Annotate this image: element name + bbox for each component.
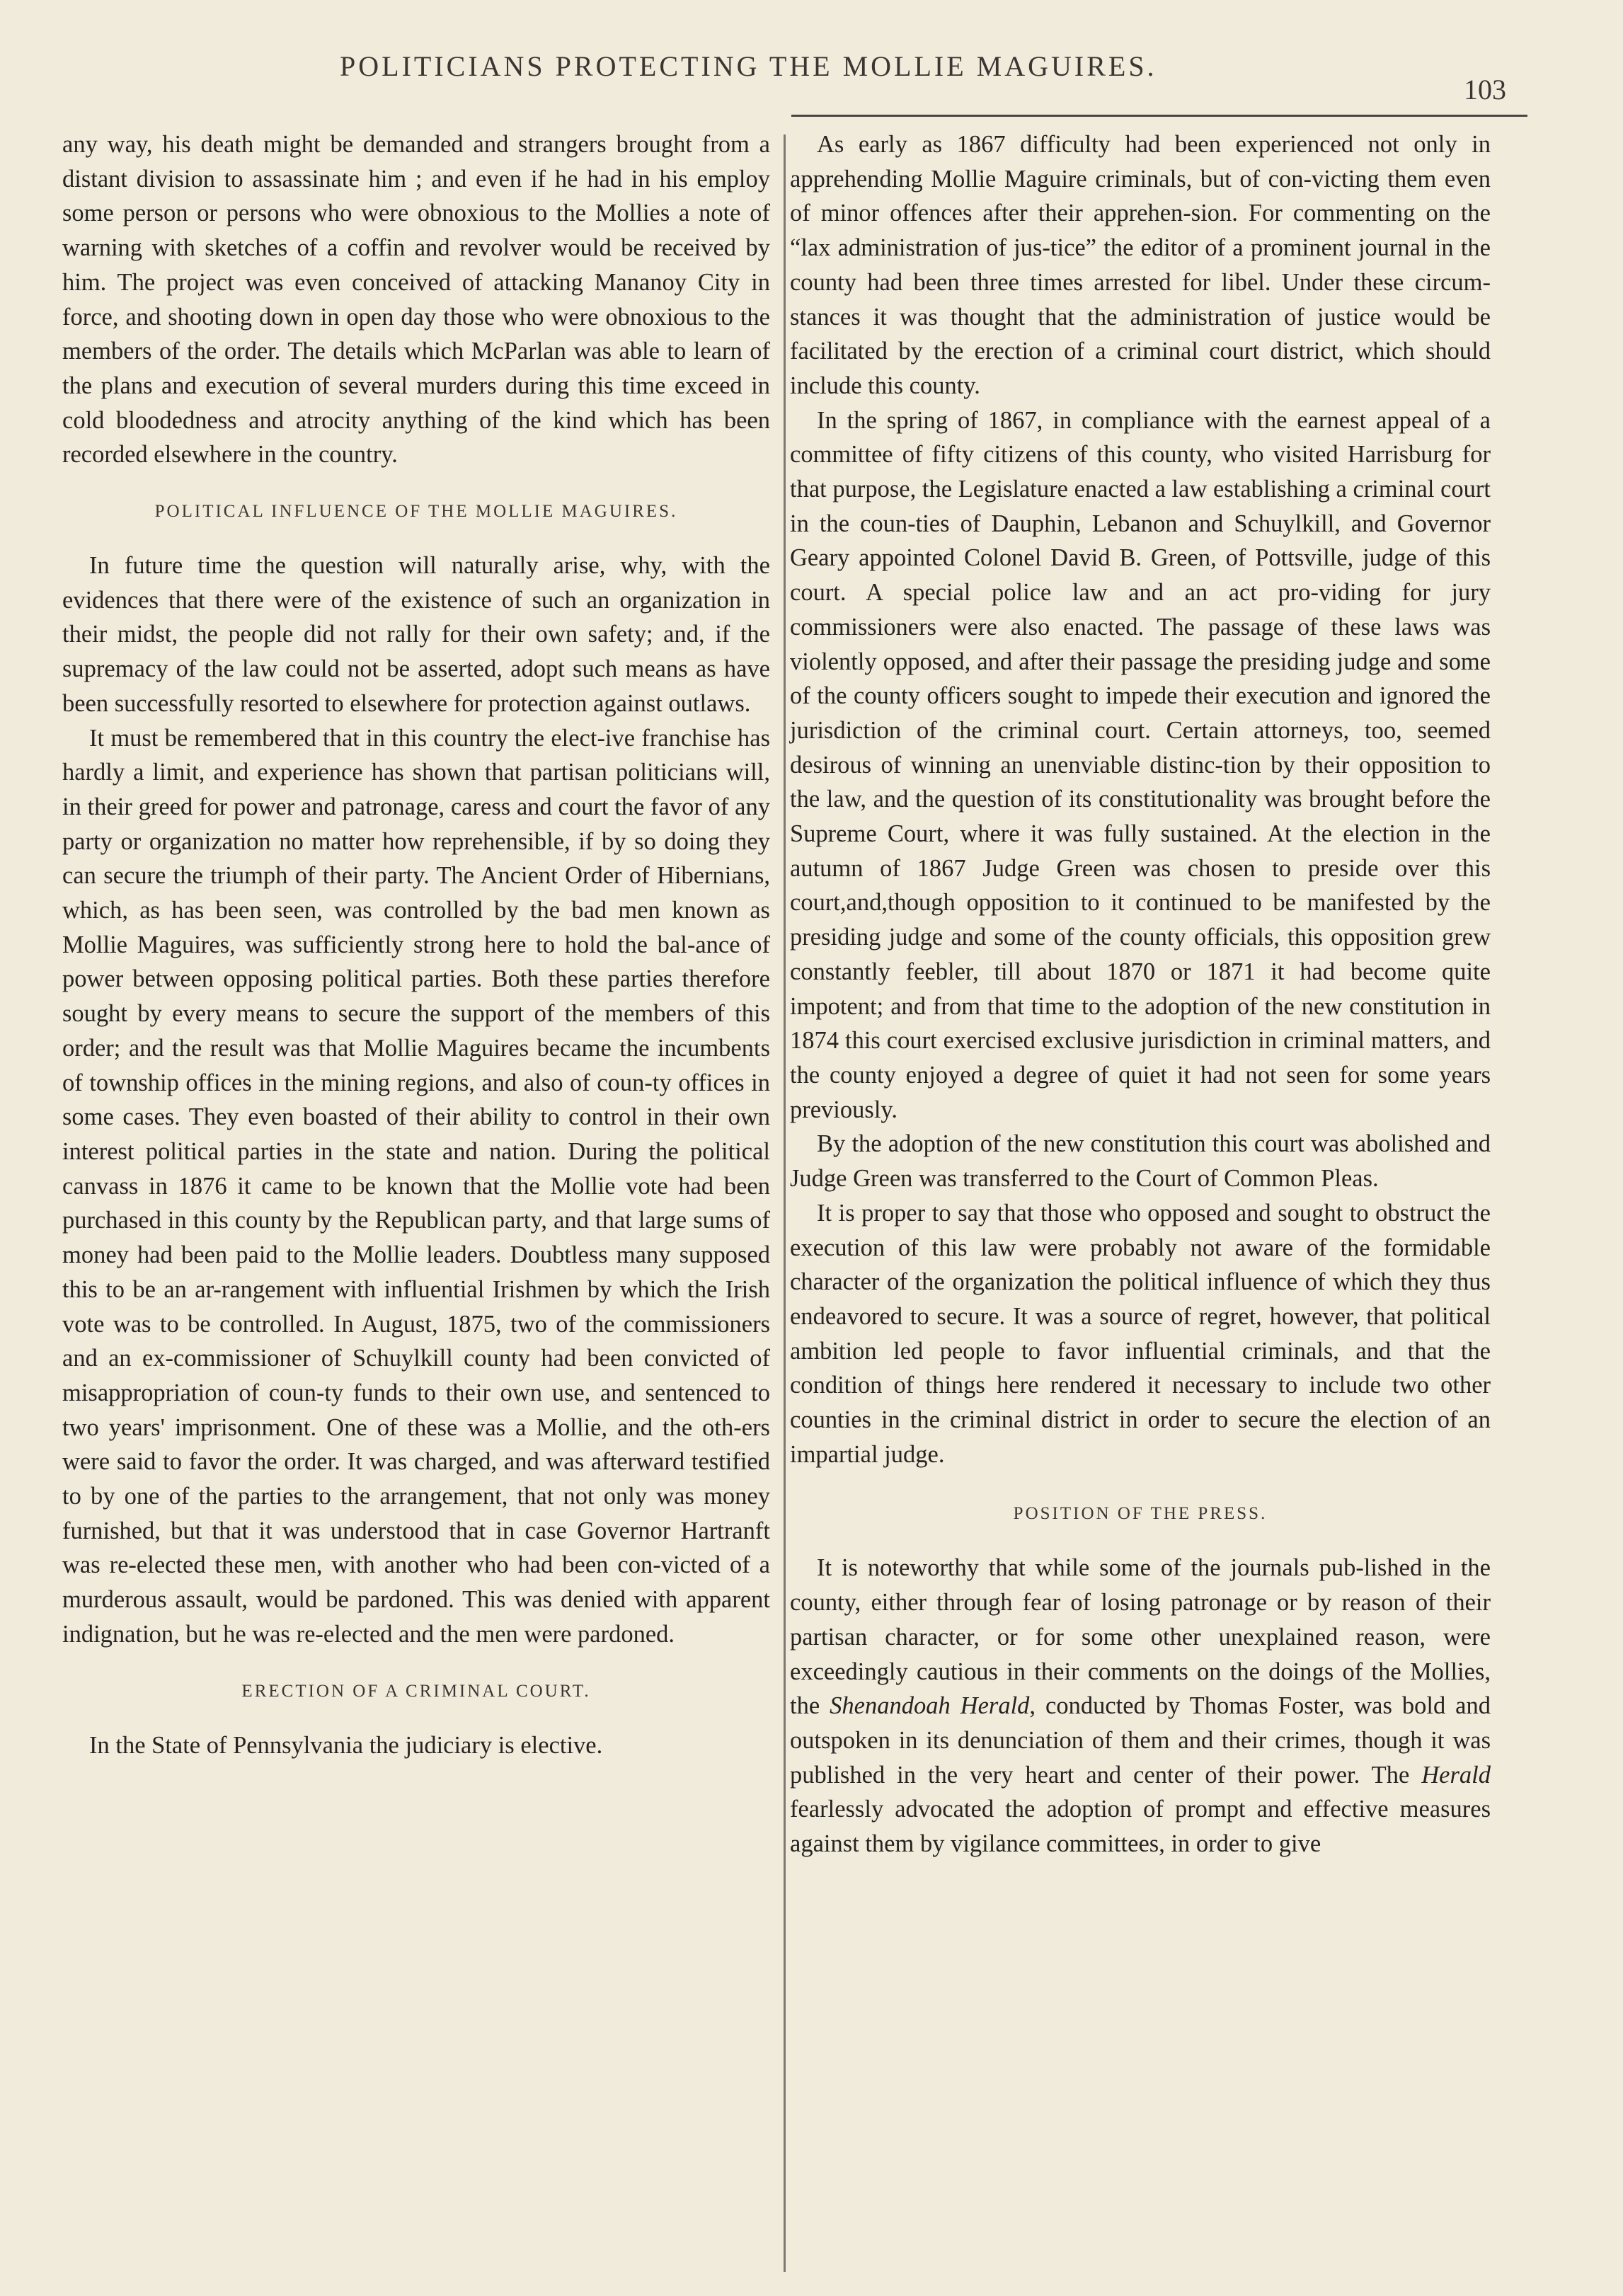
- press-paper-name: Shenandoah Herald: [830, 1692, 1030, 1720]
- left-column: [62, 127, 770, 1762]
- page-number: 103: [1464, 74, 1506, 105]
- paragraph-press: [790, 1551, 1491, 1861]
- paragraph-future: In future time the question will naturally arise, why, with the evidences that there were of the existence of such an organization in their midst, the people did not rally for their own safety; and, if the supremacy of the law could not be asserted, adopt such means as have been successfully resorted to elsewhere for protection against outlaws.: [62, 552, 770, 717]
- right-column: [790, 127, 1491, 1861]
- press-paper-short: Herald: [1421, 1761, 1491, 1789]
- heading-criminal-court: ERECTION OF A CRIMINAL COURT.: [241, 1681, 591, 1701]
- paragraph-spring: In the spring of 1867, in compliance with the earnest appeal of a committee of fifty citizens of this county, who visited Harrisburg for that purpose, the Legislature enacted a law establishing a criminal court in the coun-ties of Dauphin, Lebanon and Schuylkill, and Governor Geary appointed Colonel David B. Green, of Pottsville, judge of this court. A special police law and an act pro-viding for jury commissioners were also enacted. The passage of these laws was violently opposed, and after their passage the presiding judge and some of the county officers sought to impede their execution and ignored the jurisdiction of the criminal court. Certain attorneys, too, seemed desirous of winning an unenviable distinc-tion by their opposition to the law, and the question of its constitutionality was brought before the Supreme Court, where it was fully sustained. At the election in the autumn of 1867 Judge Green was chosen to preside over this court,and,though opposition to it continued to be manifested by the presiding judge and some of the county officials, this opposition grew constantly feebler, till about 1870 or 1871 it had become quite impotent; and from that time to the adoption of the new constitution in 1874 this court exercised exclusive jurisdiction in criminal matters, and the county enjoyed a degree of quiet it had not seen for some years previously.: [790, 406, 1491, 1123]
- column-divider: [784, 134, 786, 2272]
- paragraph-remember: It must be remembered that in this country the elect-ive franchise has hardly a limit, and experience has shown that partisan politicians will, in their greed for power and patronage, caress and court the favor of any party or organization no matter how reprehensible, if by so doing they can secure the triumph of their party. The Ancient Order of Hibernians, which, as has been seen, was controlled by the bad men known as Mollie Maguires, was sufficiently strong here to hold the bal-ance of power between opposing political parties. Both these parties therefore sought by every means to secure the support of the members of this order; and the result was that Mollie Maguires became the incumbents of township offices in the mining regions, and also of coun-ty offices in some cases. They even boasted of their ability to control in their own interest political parties in the state and nation. During the political canvass in 1876 it came to be known that the Mollie vote had been purchased in this county by the Republican party, and that large sums of money had been paid to the Mollie leaders. Doubtless many supposed this to be an ar-rangement with influential Irishmen by which the Irish vote was to be controlled. In August, 1875, two of the commissioners and an ex-commissioner of Schuylkill county had been convicted of misappropriation of coun-ty funds to their own use, and sentenced to two years' imprisonment. One of these was a Mollie, and the oth-ers were said to favor the order. It was charged, and was afterward testified to by one of the parties to the arrangement, that not only was money furnished, but that it was understood that in case Governor Hartranft was re-elected these men, with another who had been con-victed of a murderous assault, would be pardoned. This was denied with apparent indignation, but he was re-elected and the men were pardoned.: [62, 724, 770, 1648]
- paragraph-proper: It is proper to say that those who opposed and sought to obstruct the execution of this law were probably not aware of the formidable character of the organization the political influence of which they thus endeavored to secure. It was a source of regret, however, that political ambition led people to favor influential criminals, and that the condition of things here rendered it necessary to include two other counties in the criminal district in order to secure the election of an impartial judge.: [790, 1199, 1491, 1468]
- press-text-2: , conducted by Thomas Foster, was bold and outspoken in its denunciation of them and their crimes, though it was published in the very heart and center of their power. The: [790, 1692, 1491, 1789]
- press-text-1: It is noteworthy that while some of the journals pub-lished in the county, either through fear of losing patronage or by reason of their partisan character, or for some other unexplained reason, were exceedingly cautious in their comments on the doings of the Mollies, the: [790, 1554, 1491, 1720]
- paragraph-early: As early as 1867 difficulty had been experienced not only in apprehending Mollie Maguire criminals, but of con-victing them even of minor offences after their apprehen-sion. For commenting on the “lax administration of jus-tice” the editor of a prominent journal in the county had been three times arrested for libel. Under these circum-stances it was thought that the administration of justice would be facilitated by the erection of a criminal court district, which should include this county.: [790, 131, 1491, 399]
- heading-political-influence: POLITICAL INFLUENCE OF THE MOLLIE MAGUIRES.: [154, 502, 678, 522]
- paragraph-pennsylvania: In the State of Pennsylvania the judiciary is elective.: [89, 1731, 603, 1759]
- paragraph-adoption: By the adoption of the new constitution this court was abolished and Judge Green was transferred to the Court of Common Pleas.: [790, 1130, 1491, 1193]
- header-rule: [791, 115, 1527, 117]
- paragraph-continuation: any way, his death might be demanded and strangers brought from a distant division to assassinate him ; and even if he had in his employ some person or persons who were obnoxious to the Mollies a note of warning with sketches of a coffin and revolver would be received by him. The project was even conceived of attacking Mananoy City in force, and shooting down in open day those who were obnoxious to the members of the order. The details which McParlan was able to learn of the plans and execution of several murders during this time exceed in cold bloodedness and atrocity anything of the kind which has been recorded elsewhere in the country.: [62, 131, 770, 469]
- heading-press: POSITION OF THE PRESS.: [1013, 1504, 1268, 1524]
- running-head: POLITICIANS PROTECTING THE MOLLIE MAGUIRES.: [340, 50, 1157, 82]
- press-text-3: fearlessly advocated the adoption of prompt and effective measures against them by vigilance committees, in order to give: [790, 1796, 1491, 1858]
